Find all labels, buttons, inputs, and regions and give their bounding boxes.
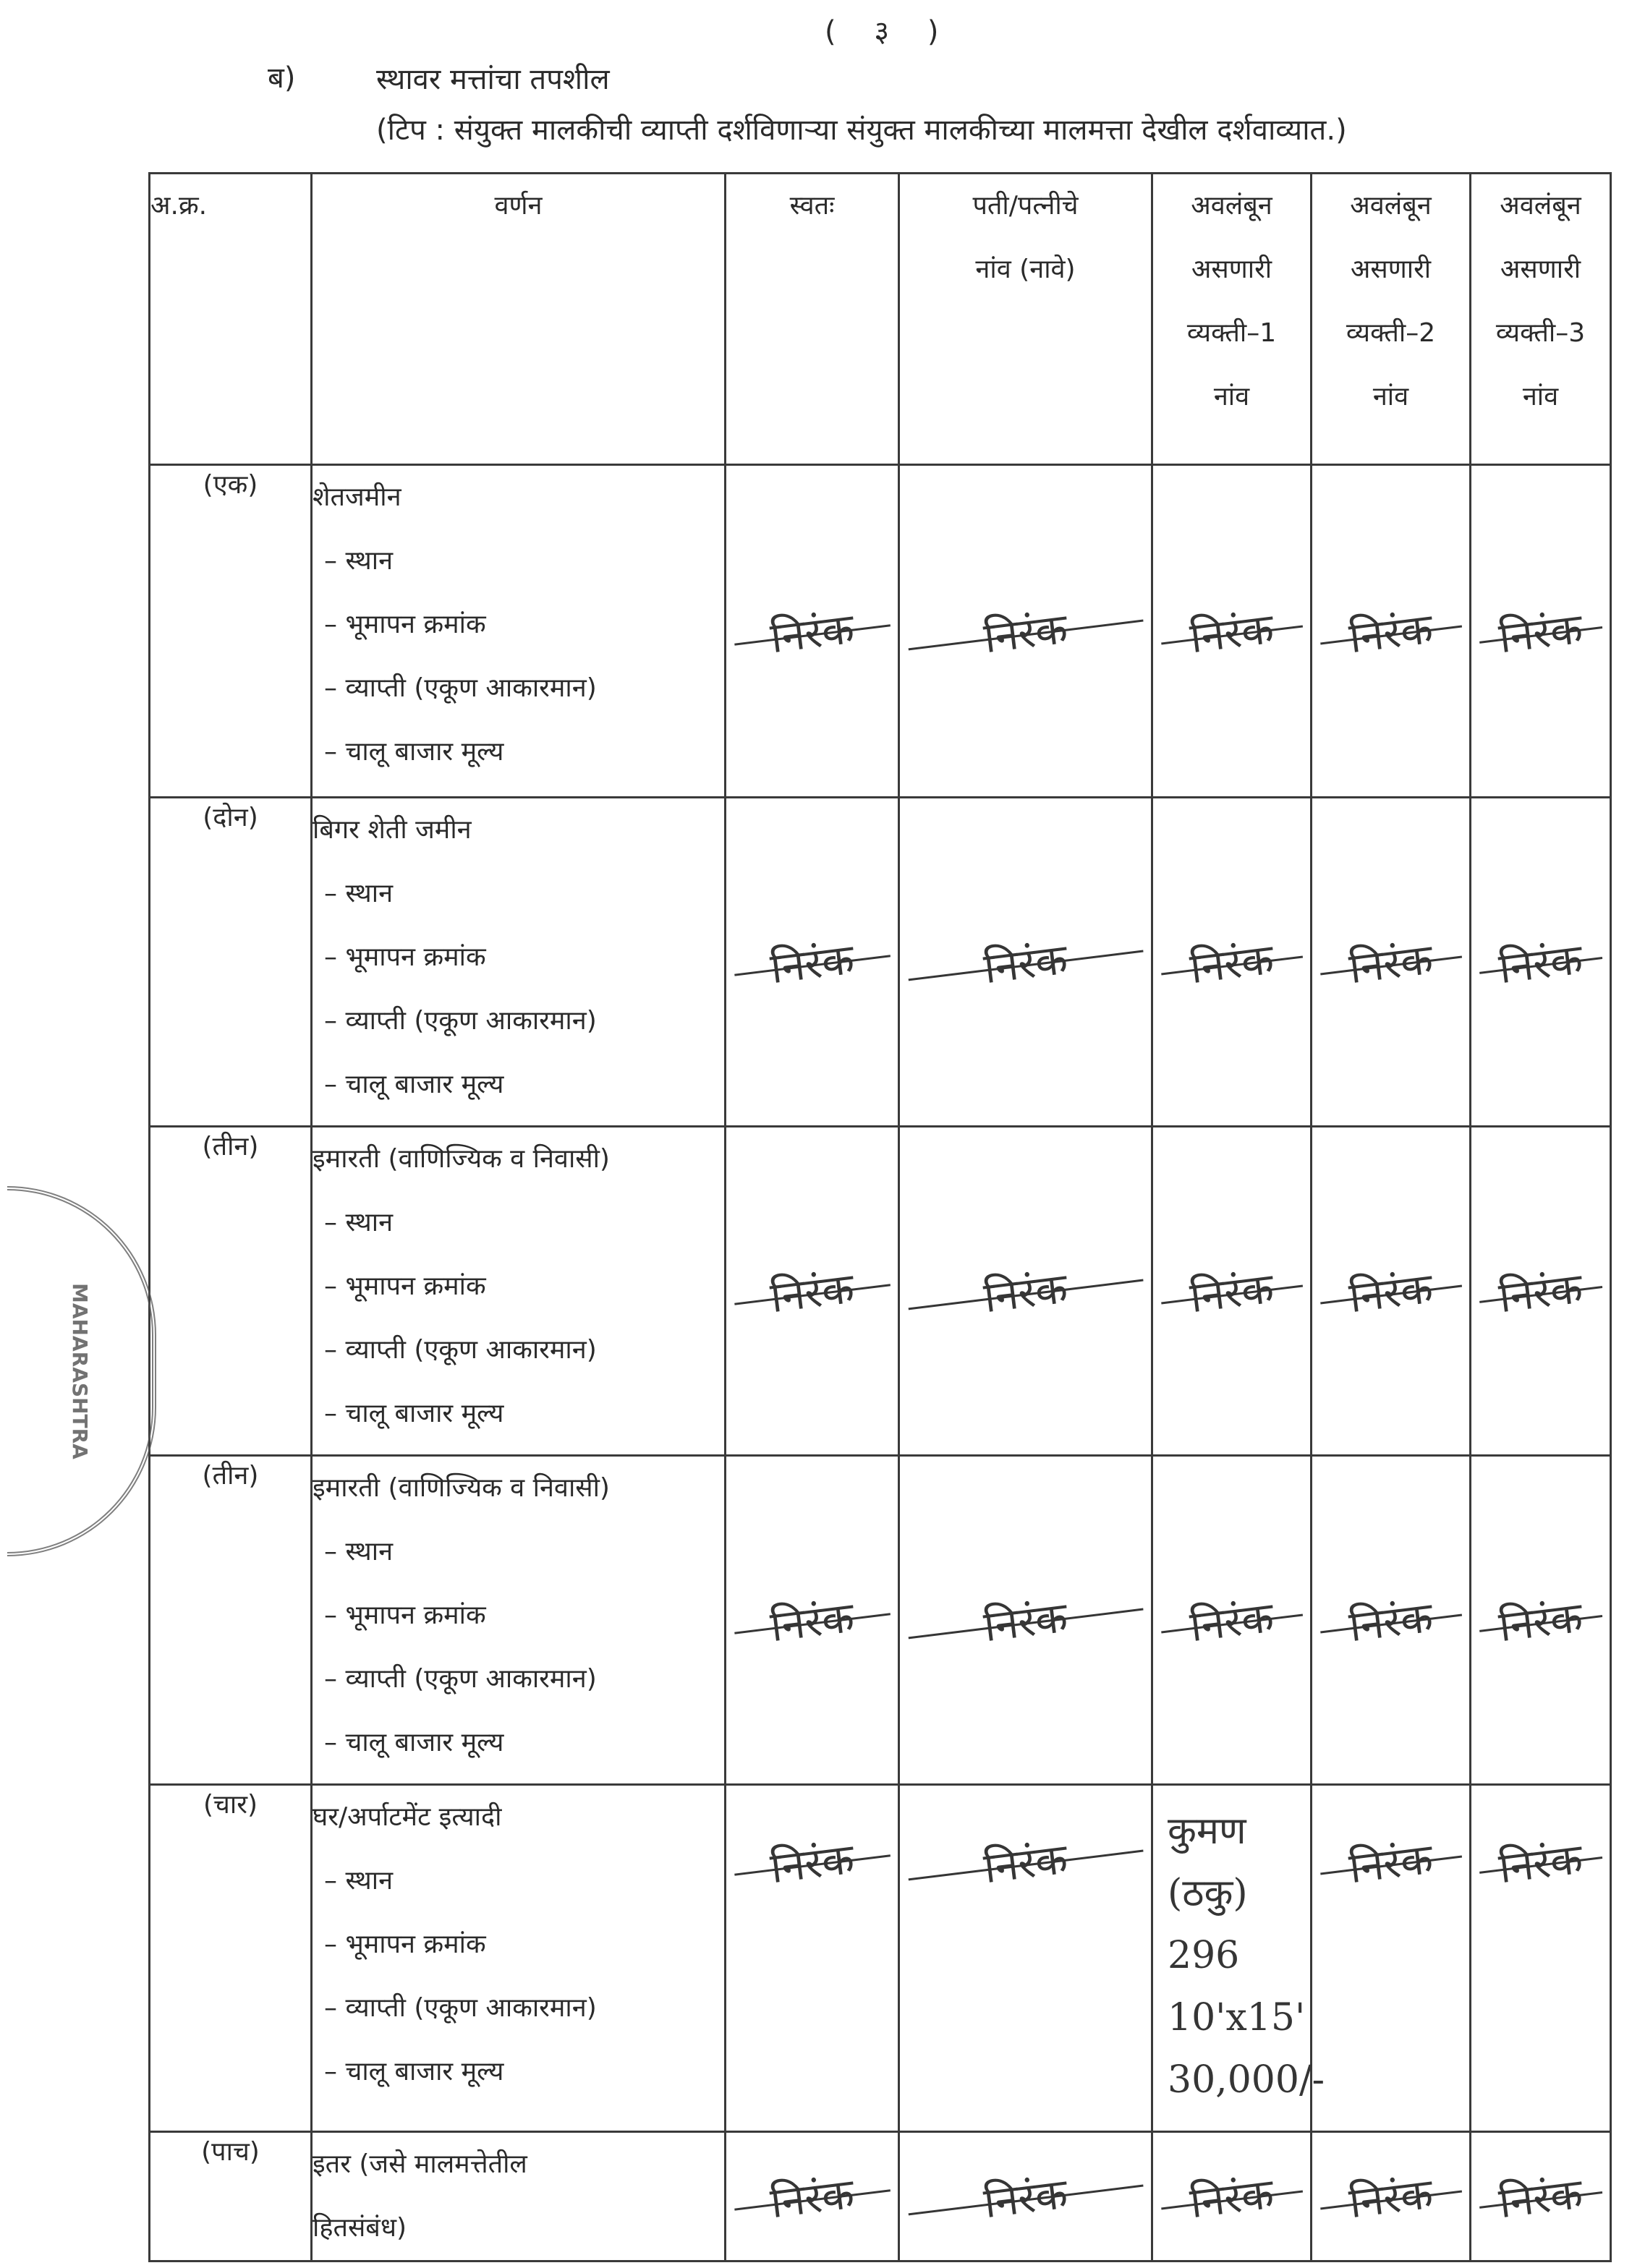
section-title: स्थावर मत्तांचा तपशील [376, 63, 610, 96]
header-sr: अ.क्र. [150, 174, 312, 465]
row-number: (पाच) [150, 2132, 312, 2261]
table-row [150, 465, 1611, 798]
nil-handwriting: निरंक [897, 587, 1153, 675]
cell-dependent-1 [1152, 1456, 1312, 1785]
section-note: (टिप : संयुक्त मालकीची व्याप्ती दर्शविणाऱ्या संयुक्त मालकीच्या मालमत्ता देखील दर्शवाव्यात.) [376, 114, 1347, 147]
row-number: (चार) [150, 1785, 312, 2132]
header-self: स्वतः [726, 174, 899, 465]
header-spouse: पती/पत्नीचे नांव (नावे) [899, 174, 1152, 465]
nil-handwriting: निरंक [1150, 1582, 1313, 1658]
cell-self [726, 1127, 899, 1456]
cell-dependent-1 [1152, 798, 1312, 1127]
official-seal-stamp: MAHARASHTRA [7, 1186, 156, 1556]
header-dependent-1: अवलंबून असणारी व्यक्ती–1 नांव [1152, 174, 1312, 465]
nil-handwriting: निरंक [897, 1248, 1153, 1335]
nil-handwriting: निरंक [1150, 924, 1313, 1000]
nil-handwriting: निरंक [1469, 1825, 1612, 1898]
row-number: (दोन) [150, 798, 312, 1127]
nil-handwriting: निरंक [897, 2153, 1153, 2241]
cell-dependent-1 [1152, 465, 1312, 798]
cell-dependent-2 [1312, 1127, 1471, 1456]
cell-dependent-3 [1471, 1127, 1611, 1456]
cell-spouse [899, 798, 1152, 1127]
header-dependent-2: अवलंबून असणारी व्यक्ती–2 नांव [1312, 174, 1471, 465]
cell-self [726, 465, 899, 798]
nil-handwriting: निरंक [1469, 2160, 1612, 2233]
cell-dependent-3 [1471, 2132, 1611, 2261]
table-row [150, 1127, 1611, 1456]
nil-handwriting: निरंक [1309, 1582, 1472, 1658]
table-row [150, 1785, 1611, 2132]
nil-handwriting: निरंक [1309, 2159, 1472, 2235]
nil-handwriting: निरंक [1469, 1254, 1612, 1328]
cell-dependent-2 [1312, 2132, 1471, 2261]
table-header-row [150, 174, 1611, 465]
row-description: बिगर शेती जमीन – स्थान – भूमापन क्रमांक – व्याप्ती (एकूण आकारमान) – चालू बाजार मूल्य [312, 798, 726, 1127]
nil-handwriting: निरंक [1150, 2159, 1313, 2235]
section-letter: ब) [268, 61, 296, 95]
nil-handwriting: निरंक [897, 918, 1153, 1006]
nil-handwriting: निरंक [897, 1577, 1153, 1664]
table-row [150, 798, 1611, 1127]
cell-dependent-1 [1152, 2132, 1312, 2261]
row-description: इमारती (वाणिज्यिक व निवासी) – स्थान – भूमापन क्रमांक – व्याप्ती (एकूण आकारमान) – चालू बाजार मूल्य [312, 1127, 726, 1456]
nil-handwriting: निरंक [1309, 1824, 1472, 1900]
cell-self [726, 1456, 899, 1785]
cell-dependent-2 [1312, 1456, 1471, 1785]
row-number: (एक) [150, 465, 312, 798]
nil-handwriting: निरंक [723, 923, 901, 1000]
cell-spouse [899, 2132, 1152, 2261]
immovable-assets-table [148, 172, 1612, 2262]
cell-spouse [899, 1127, 1152, 1456]
nil-handwriting: निरंक [723, 1581, 901, 1658]
handwritten-entry: कुमण (ठकु) 296 10'x15' 30,000/- [1168, 1809, 1325, 2102]
nil-handwriting: निरंक [1469, 1583, 1612, 1657]
nil-handwriting: निरंक [1309, 593, 1472, 669]
cell-dependent-2 [1312, 798, 1471, 1127]
nil-handwriting: निरंक [1469, 925, 1612, 999]
cell-dependent-1 [1152, 1127, 1312, 1456]
row-number: (तीन) [150, 1127, 312, 1456]
cell-dependent-1 [1152, 1785, 1325, 2132]
cell-dependent-3 [1471, 1456, 1611, 1785]
page-number: ( ३ ) [825, 15, 953, 48]
cell-dependent-2 [1312, 1785, 1471, 2132]
table-row [150, 1456, 1611, 1785]
nil-handwriting: निरंक [1150, 1253, 1313, 1329]
cell-self [726, 798, 899, 1127]
row-number: (तीन) [150, 1456, 312, 1785]
nil-handwriting: निरंक [1309, 1253, 1472, 1329]
nil-handwriting: निरंक [897, 1818, 1153, 1906]
nil-handwriting: निरंक [1309, 924, 1472, 1000]
nil-handwriting: निरंक [723, 2157, 901, 2235]
header-dependent-3: अवलंबून असणारी व्यक्ती–3 नांव [1471, 174, 1611, 465]
cell-spouse [899, 1456, 1152, 1785]
nil-handwriting: निरंक [723, 592, 901, 670]
cell-dependent-3 [1471, 465, 1611, 798]
cell-dependent-3 [1471, 1785, 1611, 2132]
nil-handwriting: निरंक [723, 1252, 901, 1329]
cell-dependent-3 [1471, 798, 1611, 1127]
nil-handwriting: निरंक [1150, 593, 1313, 669]
nil-handwriting: निरंक [723, 1822, 901, 1900]
row-description: शेतजमीन – स्थान – भूमापन क्रमांक – व्याप्ती (एकूण आकारमान) – चालू बाजार मूल्य [312, 465, 726, 798]
header-description: वर्णन [312, 174, 726, 465]
cell-dependent-2 [1312, 465, 1471, 798]
nil-handwriting: निरंक [1469, 594, 1612, 668]
row-description: इमारती (वाणिज्यिक व निवासी) – स्थान – भूमापन क्रमांक – व्याप्ती (एकूण आकारमान) – चालू बाजार मूल्य [312, 1456, 726, 1785]
cell-self [726, 1785, 899, 2132]
table-row [150, 2132, 1611, 2261]
row-description: घर/अर्पाटमेंट इत्यादी – स्थान – भूमापन क्रमांक – व्याप्ती (एकूण आकारमान) – चालू बाजार मूल्य [312, 1785, 726, 2132]
cell-self [726, 2132, 899, 2261]
cell-spouse [899, 465, 1152, 798]
row-description: इतर (जसे मालमत्तेतील हितसंबंध) [312, 2132, 726, 2261]
cell-spouse [899, 1785, 1152, 2132]
